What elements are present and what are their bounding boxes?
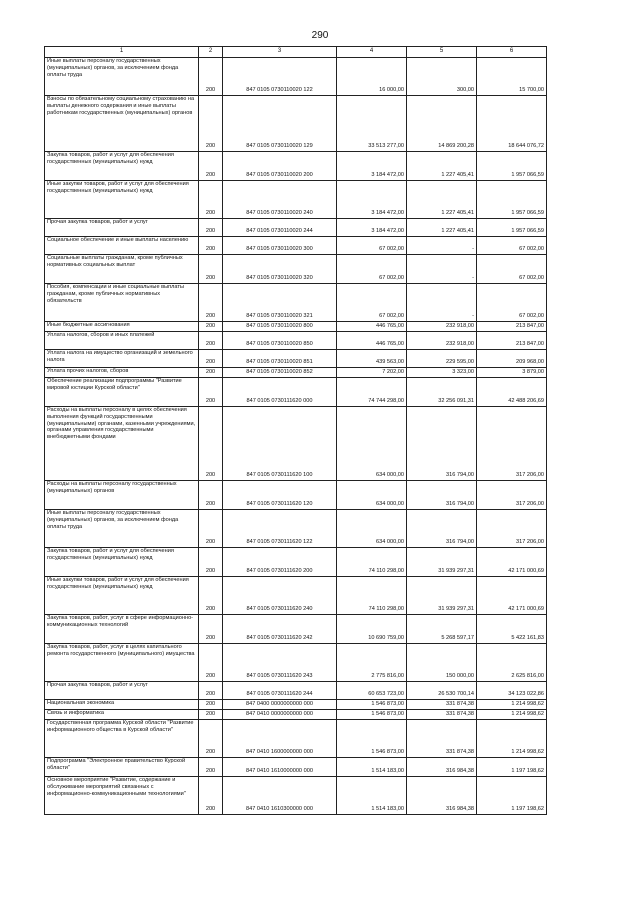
unexecuted-amount-cell: 67 002,00 bbox=[477, 255, 547, 284]
unexecuted-amount-cell: 317 206,00 bbox=[477, 407, 547, 481]
budget-code-cell: 847 0105 0730110020 800 bbox=[223, 322, 337, 332]
line-code-cell: 200 bbox=[199, 577, 223, 615]
row-name-cell: Уплата налога на имущество организаций и земельного налога bbox=[45, 350, 199, 368]
approved-amount-cell: 439 563,00 bbox=[337, 350, 407, 368]
budget-code-cell: 847 0105 0730111620 243 bbox=[223, 644, 337, 682]
approved-amount-cell: 446 765,00 bbox=[337, 332, 407, 350]
column-header: 5 bbox=[407, 47, 477, 58]
unexecuted-amount-cell: 1 197 198,62 bbox=[477, 777, 547, 815]
executed-amount-cell: 316 794,00 bbox=[407, 407, 477, 481]
row-name-cell: Уплата прочих налогов, сборов bbox=[45, 368, 199, 378]
unexecuted-amount-cell: 1 957 066,59 bbox=[477, 181, 547, 219]
executed-amount-cell: 232 918,00 bbox=[407, 322, 477, 332]
executed-amount-cell: 32 256 091,31 bbox=[407, 378, 477, 407]
line-code-cell: 200 bbox=[199, 219, 223, 237]
executed-amount-cell: 331 874,38 bbox=[407, 710, 477, 720]
approved-amount-cell: 74 110 298,00 bbox=[337, 548, 407, 577]
executed-amount-cell: 331 874,38 bbox=[407, 720, 477, 758]
budget-code-cell: 847 0105 0730111620 242 bbox=[223, 615, 337, 644]
executed-amount-cell: 150 000,00 bbox=[407, 644, 477, 682]
line-code-cell: 200 bbox=[199, 481, 223, 510]
line-code-cell: 200 bbox=[199, 758, 223, 777]
approved-amount-cell: 16 000,00 bbox=[337, 58, 407, 96]
unexecuted-amount-cell: 1 214 998,62 bbox=[477, 710, 547, 720]
executed-amount-cell: 316 984,38 bbox=[407, 758, 477, 777]
unexecuted-amount-cell: 213 847,00 bbox=[477, 332, 547, 350]
table-row bbox=[45, 284, 547, 322]
approved-amount-cell: 3 184 472,00 bbox=[337, 152, 407, 181]
budget-code-cell: 847 0105 0730110020 300 bbox=[223, 237, 337, 255]
executed-amount-cell: 316 794,00 bbox=[407, 481, 477, 510]
approved-amount-cell: 74 110 298,00 bbox=[337, 577, 407, 615]
budget-code-cell: 847 0410 1600000000 000 bbox=[223, 720, 337, 758]
row-name-cell: Иные выплаты персоналу государственных (муниципальных) органов, за исключением фонда оплаты труда bbox=[45, 58, 199, 96]
row-name-cell: Обеспечение реализации подпрограммы "Развитие мировой юстиции Курской области" bbox=[45, 378, 199, 407]
table-row bbox=[45, 777, 547, 815]
line-code-cell: 200 bbox=[199, 284, 223, 322]
executed-amount-cell: 1 227 405,41 bbox=[407, 152, 477, 181]
budget-code-cell: 847 0105 0730110020 851 bbox=[223, 350, 337, 368]
unexecuted-amount-cell: 42 171 000,69 bbox=[477, 577, 547, 615]
table-row bbox=[45, 548, 547, 577]
unexecuted-amount-cell: 213 847,00 bbox=[477, 322, 547, 332]
table-row bbox=[45, 58, 547, 96]
executed-amount-cell: 14 869 200,28 bbox=[407, 96, 477, 152]
line-code-cell: 200 bbox=[199, 644, 223, 682]
table-row bbox=[45, 152, 547, 181]
table-row bbox=[45, 350, 547, 368]
table-row bbox=[45, 758, 547, 777]
budget-code-cell: 847 0105 0730111620 240 bbox=[223, 577, 337, 615]
line-code-cell: 200 bbox=[199, 510, 223, 548]
unexecuted-amount-cell: 18 644 076,72 bbox=[477, 96, 547, 152]
line-code-cell: 200 bbox=[199, 332, 223, 350]
executed-amount-cell: 31 939 297,31 bbox=[407, 548, 477, 577]
line-code-cell: 200 bbox=[199, 58, 223, 96]
approved-amount-cell: 1 546 873,00 bbox=[337, 720, 407, 758]
row-name-cell: Социальные выплаты гражданам, кроме публичных нормативных социальных выплат bbox=[45, 255, 199, 284]
line-code-cell: 200 bbox=[199, 407, 223, 481]
approved-amount-cell: 10 690 759,00 bbox=[337, 615, 407, 644]
budget-code-cell: 847 0105 0730110020 852 bbox=[223, 368, 337, 378]
approved-amount-cell: 1 514 183,00 bbox=[337, 758, 407, 777]
budget-code-cell: 847 0105 0730110020 200 bbox=[223, 152, 337, 181]
budget-code-cell: 847 0105 0730111620 120 bbox=[223, 481, 337, 510]
budget-code-cell: 847 0105 0730110020 244 bbox=[223, 219, 337, 237]
line-code-cell: 200 bbox=[199, 322, 223, 332]
row-name-cell: Взносы по обязательному социальному страхованию на выплаты денежного содержания и иные выплаты работникам государственных (муниципальных) органов bbox=[45, 96, 199, 152]
executed-amount-cell: 229 595,00 bbox=[407, 350, 477, 368]
line-code-cell: 200 bbox=[199, 615, 223, 644]
row-name-cell: Государственная программа Курской области "Развитие информационного общества в Курской области" bbox=[45, 720, 199, 758]
row-name-cell: Закупка товаров, работ, услуг в целях капитального ремонта государственного (муниципального) имущества bbox=[45, 644, 199, 682]
table-row bbox=[45, 237, 547, 255]
budget-code-cell: 847 0410 1610300000 000 bbox=[223, 777, 337, 815]
unexecuted-amount-cell: 317 206,00 bbox=[477, 510, 547, 548]
table-row bbox=[45, 644, 547, 682]
unexecuted-amount-cell: 1 214 998,62 bbox=[477, 700, 547, 710]
budget-code-cell: 847 0105 0730110020 850 bbox=[223, 332, 337, 350]
row-name-cell: Прочая закупка товаров, работ и услуг bbox=[45, 682, 199, 700]
unexecuted-amount-cell: 209 968,00 bbox=[477, 350, 547, 368]
row-name-cell: Социальное обеспечение и иные выплаты населению bbox=[45, 237, 199, 255]
budget-code-cell: 847 0105 0730110020 122 bbox=[223, 58, 337, 96]
row-name-cell: Расходы на выплаты персоналу государственных (муниципальных) органов bbox=[45, 481, 199, 510]
table-row bbox=[45, 322, 547, 332]
table-row bbox=[45, 181, 547, 219]
line-code-cell: 200 bbox=[199, 378, 223, 407]
unexecuted-amount-cell: 42 488 206,69 bbox=[477, 378, 547, 407]
table-row bbox=[45, 720, 547, 758]
table-row bbox=[45, 577, 547, 615]
line-code-cell: 200 bbox=[199, 255, 223, 284]
executed-amount-cell: 331 874,38 bbox=[407, 700, 477, 710]
executed-amount-cell: 232 918,00 bbox=[407, 332, 477, 350]
line-code-cell: 200 bbox=[199, 548, 223, 577]
table-row bbox=[45, 368, 547, 378]
row-name-cell: Закупка товаров, работ, услуг в сфере информационно-коммуникационных технологий bbox=[45, 615, 199, 644]
line-code-cell: 200 bbox=[199, 152, 223, 181]
table-row bbox=[45, 682, 547, 700]
executed-amount-cell: 316 984,38 bbox=[407, 777, 477, 815]
executed-amount-cell: 300,00 bbox=[407, 58, 477, 96]
unexecuted-amount-cell: 1 197 198,62 bbox=[477, 758, 547, 777]
approved-amount-cell: 60 653 723,00 bbox=[337, 682, 407, 700]
approved-amount-cell: 446 765,00 bbox=[337, 322, 407, 332]
row-name-cell: Закупка товаров, работ и услуг для обеспечения государственных (муниципальных) нужд bbox=[45, 152, 199, 181]
budget-code-cell: 847 0105 0730110020 320 bbox=[223, 255, 337, 284]
executed-amount-cell: 31 939 297,31 bbox=[407, 577, 477, 615]
unexecuted-amount-cell: 67 002,00 bbox=[477, 284, 547, 322]
table-row bbox=[45, 407, 547, 481]
approved-amount-cell: 3 184 472,00 bbox=[337, 219, 407, 237]
line-code-cell: 200 bbox=[199, 96, 223, 152]
executed-amount-cell: - bbox=[407, 237, 477, 255]
unexecuted-amount-cell: 67 002,00 bbox=[477, 237, 547, 255]
budget-code-cell: 847 0105 0730111620 200 bbox=[223, 548, 337, 577]
budget-table bbox=[44, 46, 547, 815]
approved-amount-cell: 3 184 472,00 bbox=[337, 181, 407, 219]
line-code-cell: 200 bbox=[199, 181, 223, 219]
unexecuted-amount-cell: 15 700,00 bbox=[477, 58, 547, 96]
unexecuted-amount-cell: 3 879,00 bbox=[477, 368, 547, 378]
budget-code-cell: 847 0105 0730110020 129 bbox=[223, 96, 337, 152]
executed-amount-cell: - bbox=[407, 284, 477, 322]
row-name-cell: Прочая закупка товаров, работ и услуг bbox=[45, 219, 199, 237]
budget-code-cell: 847 0410 0000000000 000 bbox=[223, 710, 337, 720]
executed-amount-cell: 316 794,00 bbox=[407, 510, 477, 548]
line-code-cell: 200 bbox=[199, 350, 223, 368]
row-name-cell: Подпрограмма "Электронное правительство Курской области" bbox=[45, 758, 199, 777]
column-header: 1 bbox=[45, 47, 199, 58]
line-code-cell: 200 bbox=[199, 720, 223, 758]
row-name-cell: Закупка товаров, работ и услуг для обеспечения государственных (муниципальных) нужд bbox=[45, 548, 199, 577]
page-number: 290 bbox=[311, 30, 329, 41]
executed-amount-cell: 5 268 597,17 bbox=[407, 615, 477, 644]
unexecuted-amount-cell: 1 957 066,59 bbox=[477, 152, 547, 181]
executed-amount-cell: 26 530 700,14 bbox=[407, 682, 477, 700]
row-name-cell: Расходы на выплаты персоналу в целях обеспечения выполнения функций государственными (муниципальными) органами, казенными учреждениями, органами управления государственными внебюджетными фондами bbox=[45, 407, 199, 481]
table-row bbox=[45, 481, 547, 510]
line-code-cell: 200 bbox=[199, 710, 223, 720]
column-header: 2 bbox=[199, 47, 223, 58]
budget-code-cell: 847 0410 1610000000 000 bbox=[223, 758, 337, 777]
row-name-cell: Иные закупки товаров, работ и услуг для обеспечения государственных (муниципальных) нужд bbox=[45, 577, 199, 615]
line-code-cell: 200 bbox=[199, 700, 223, 710]
row-name-cell: Основное мероприятие "Развитие, содержание и обслуживание мероприятий связанных с информационно-коммуникационными технологиями" bbox=[45, 777, 199, 815]
budget-code-cell: 847 0105 0730111620 244 bbox=[223, 682, 337, 700]
table-row bbox=[45, 219, 547, 237]
unexecuted-amount-cell: 42 171 000,69 bbox=[477, 548, 547, 577]
approved-amount-cell: 634 000,00 bbox=[337, 510, 407, 548]
table-row bbox=[45, 510, 547, 548]
approved-amount-cell: 634 000,00 bbox=[337, 481, 407, 510]
row-name-cell: Иные закупки товаров, работ и услуг для обеспечения государственных (муниципальных) нужд bbox=[45, 181, 199, 219]
unexecuted-amount-cell: 2 625 816,00 bbox=[477, 644, 547, 682]
line-code-cell: 200 bbox=[199, 777, 223, 815]
line-code-cell: 200 bbox=[199, 368, 223, 378]
approved-amount-cell: 7 202,00 bbox=[337, 368, 407, 378]
approved-amount-cell: 74 744 298,00 bbox=[337, 378, 407, 407]
table-row bbox=[45, 700, 547, 710]
executed-amount-cell: 1 227 405,41 bbox=[407, 181, 477, 219]
unexecuted-amount-cell: 317 206,00 bbox=[477, 481, 547, 510]
row-name-cell: Иные выплаты персоналу государственных (муниципальных) органов, за исключением фонда оплаты труда bbox=[45, 510, 199, 548]
approved-amount-cell: 67 002,00 bbox=[337, 255, 407, 284]
approved-amount-cell: 2 775 816,00 bbox=[337, 644, 407, 682]
row-name-cell: Национальная экономика bbox=[45, 700, 199, 710]
unexecuted-amount-cell: 1 214 998,62 bbox=[477, 720, 547, 758]
budget-code-cell: 847 0105 0730110020 321 bbox=[223, 284, 337, 322]
budget-code-cell: 847 0105 0730111620 100 bbox=[223, 407, 337, 481]
executed-amount-cell: - bbox=[407, 255, 477, 284]
column-header: 3 bbox=[223, 47, 337, 58]
row-name-cell: Иные бюджетные ассигнования bbox=[45, 322, 199, 332]
table-row bbox=[45, 615, 547, 644]
approved-amount-cell: 634 000,00 bbox=[337, 407, 407, 481]
line-code-cell: 200 bbox=[199, 237, 223, 255]
row-name-cell: Уплата налогов, сборов и иных платежей bbox=[45, 332, 199, 350]
executed-amount-cell: 1 227 405,41 bbox=[407, 219, 477, 237]
table-row bbox=[45, 332, 547, 350]
budget-code-cell: 847 0105 0730111620 122 bbox=[223, 510, 337, 548]
approved-amount-cell: 1 514 183,00 bbox=[337, 777, 407, 815]
column-header: 6 bbox=[477, 47, 547, 58]
approved-amount-cell: 1 546 873,00 bbox=[337, 700, 407, 710]
column-header: 4 bbox=[337, 47, 407, 58]
table-header-row bbox=[45, 47, 547, 58]
unexecuted-amount-cell: 1 957 066,59 bbox=[477, 219, 547, 237]
budget-code-cell: 847 0105 0730111620 000 bbox=[223, 378, 337, 407]
approved-amount-cell: 67 002,00 bbox=[337, 237, 407, 255]
table-row bbox=[45, 378, 547, 407]
unexecuted-amount-cell: 34 123 022,86 bbox=[477, 682, 547, 700]
unexecuted-amount-cell: 5 422 161,83 bbox=[477, 615, 547, 644]
approved-amount-cell: 1 546 873,00 bbox=[337, 710, 407, 720]
row-name-cell: Связь и информатика bbox=[45, 710, 199, 720]
executed-amount-cell: 3 323,00 bbox=[407, 368, 477, 378]
approved-amount-cell: 67 002,00 bbox=[337, 284, 407, 322]
line-code-cell: 200 bbox=[199, 682, 223, 700]
table-body bbox=[45, 58, 547, 815]
approved-amount-cell: 33 513 277,00 bbox=[337, 96, 407, 152]
table-row bbox=[45, 255, 547, 284]
table-row bbox=[45, 710, 547, 720]
table-row bbox=[45, 96, 547, 152]
budget-code-cell: 847 0400 0000000000 000 bbox=[223, 700, 337, 710]
row-name-cell: Пособия, компенсации и иные социальные выплаты гражданам, кроме публичных нормативных обязательств bbox=[45, 284, 199, 322]
budget-code-cell: 847 0105 0730110020 240 bbox=[223, 181, 337, 219]
